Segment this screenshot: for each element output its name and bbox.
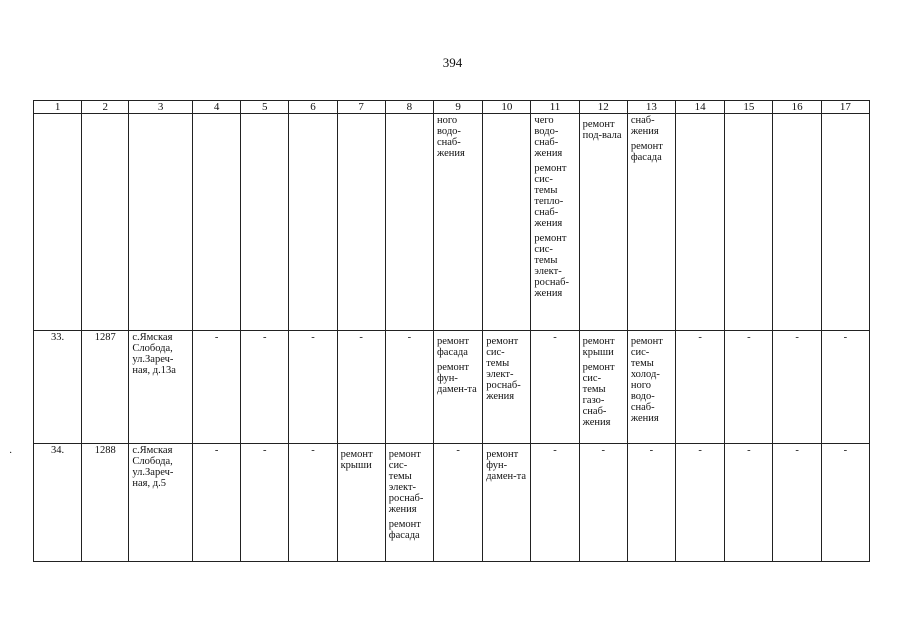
work-item: чего водо-снаб-жения xyxy=(534,115,563,159)
work-cell xyxy=(627,331,675,444)
building-address: с.Ямская Слобода, ул.Зареч-ная, д.5 xyxy=(129,444,193,562)
work-item: ремонт сис-темы элект-роснаб-жения xyxy=(534,233,569,299)
column-header: 10 xyxy=(483,101,531,114)
table-cell xyxy=(192,114,240,331)
column-header: 5 xyxy=(241,101,289,114)
empty-value: - xyxy=(385,331,433,444)
column-number-row xyxy=(34,101,870,114)
table-cell xyxy=(821,114,869,331)
table-cell xyxy=(676,114,725,331)
row-number: 33. xyxy=(34,331,82,444)
work-item: ремонт под-вала xyxy=(582,119,622,141)
column-header: 13 xyxy=(627,101,675,114)
table-row xyxy=(34,331,870,444)
empty-value: - xyxy=(725,444,773,562)
work-cell xyxy=(579,114,627,331)
work-item: ремонт сис-темы газо-снаб-жения xyxy=(582,362,615,428)
empty-value: - xyxy=(531,444,579,562)
building-code: 1287 xyxy=(82,331,129,444)
work-item: ного водо-снаб-жения xyxy=(436,115,465,159)
work-item: снаб-жения xyxy=(630,115,659,137)
column-header: 6 xyxy=(289,101,337,114)
table-cell xyxy=(289,114,337,331)
work-cell xyxy=(627,114,675,331)
work-item: ремонт сис-темы тепло-снаб-жения xyxy=(534,163,567,229)
table-cell xyxy=(241,114,289,331)
empty-value: - xyxy=(676,444,725,562)
work-cell xyxy=(433,114,482,331)
column-header: 12 xyxy=(579,101,627,114)
stray-mark: · xyxy=(9,448,13,459)
table-cell xyxy=(129,114,193,331)
column-header: 2 xyxy=(82,101,129,114)
work-cell xyxy=(483,444,531,562)
work-cell xyxy=(337,444,385,562)
column-header: 7 xyxy=(337,101,385,114)
building-code: 1288 xyxy=(82,444,129,562)
table-row xyxy=(34,444,870,562)
work-cell xyxy=(579,331,627,444)
column-header: 11 xyxy=(531,101,579,114)
empty-value: - xyxy=(725,331,773,444)
empty-value: - xyxy=(821,331,869,444)
repair-schedule-table xyxy=(33,100,870,562)
empty-value: - xyxy=(289,444,337,562)
column-header: 15 xyxy=(725,101,773,114)
table-cell xyxy=(34,114,82,331)
empty-value: - xyxy=(821,444,869,562)
work-item: ремонт крыши xyxy=(582,336,615,358)
empty-value: - xyxy=(773,331,821,444)
building-address: с.Ямская Слобода, ул.Зареч-ная, д.13а xyxy=(129,331,193,444)
empty-value: - xyxy=(433,444,482,562)
empty-value: - xyxy=(579,444,627,562)
work-item: ремонт сис-темы элект-роснаб-жения xyxy=(388,449,424,515)
work-item: ремонт фун-дамен-та xyxy=(436,362,477,395)
table-cell xyxy=(385,114,433,331)
table-cell xyxy=(337,114,385,331)
work-cell xyxy=(385,444,433,562)
empty-value: - xyxy=(192,444,240,562)
table-cell xyxy=(773,114,821,331)
column-header: 3 xyxy=(129,101,193,114)
empty-value: - xyxy=(773,444,821,562)
empty-value: - xyxy=(289,331,337,444)
column-header: 16 xyxy=(773,101,821,114)
work-item: ремонт сис-темы холод-ного водо-снаб-жения xyxy=(630,336,663,424)
column-header: 9 xyxy=(433,101,482,114)
work-item: ремонт сис-темы элект-роснаб-жения xyxy=(486,336,521,402)
empty-value: - xyxy=(192,331,240,444)
table-cell xyxy=(82,114,129,331)
empty-value: - xyxy=(337,331,385,444)
work-item: ремонт крыши xyxy=(340,449,373,471)
work-item: ремонт фасада xyxy=(630,141,663,163)
work-cell xyxy=(483,331,531,444)
column-header: 8 xyxy=(385,101,433,114)
work-item: ремонт фасада xyxy=(436,336,469,358)
work-item: ремонт фасада xyxy=(388,519,421,541)
empty-value: - xyxy=(676,331,725,444)
empty-value: - xyxy=(627,444,675,562)
empty-value: - xyxy=(531,331,579,444)
empty-value: - xyxy=(241,444,289,562)
column-header: 1 xyxy=(34,101,82,114)
row-number: 34. xyxy=(34,444,82,562)
page-number: 394 xyxy=(442,55,463,70)
table-cell xyxy=(483,114,531,331)
work-item: ремонт фун-дамен-та xyxy=(486,449,527,482)
work-cell xyxy=(531,114,579,331)
table-cell xyxy=(725,114,773,331)
column-header: 4 xyxy=(192,101,240,114)
column-header: 14 xyxy=(676,101,725,114)
continuation-row xyxy=(34,114,870,331)
column-header: 17 xyxy=(821,101,869,114)
empty-value: - xyxy=(241,331,289,444)
work-cell xyxy=(433,331,482,444)
